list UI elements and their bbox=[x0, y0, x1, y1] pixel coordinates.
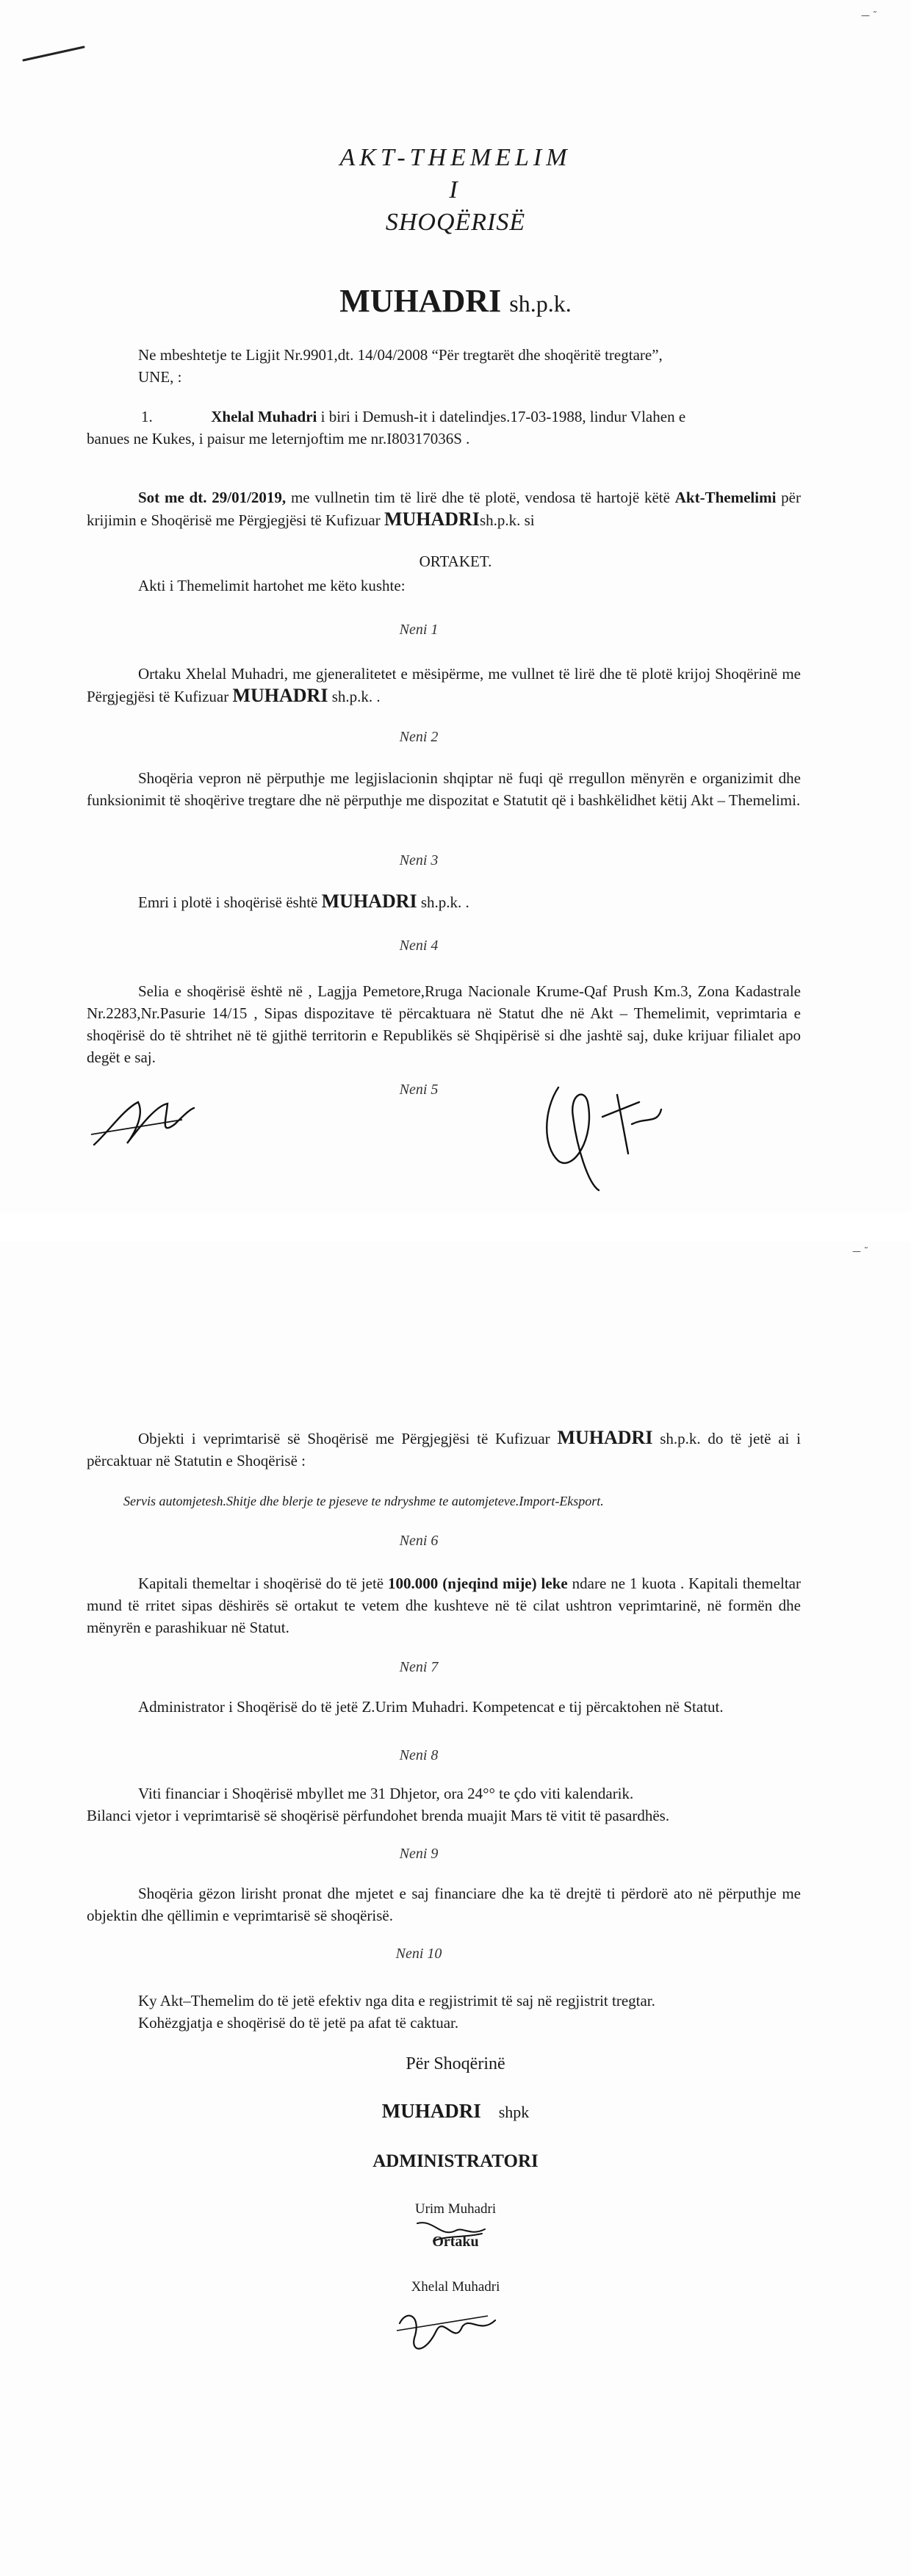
neni-1-company: MUHADRI bbox=[232, 685, 328, 706]
per-shoqerine: Për Shoqërinë bbox=[406, 2054, 505, 2073]
neni-6-label: Neni 6 bbox=[399, 1533, 439, 1549]
founder-name: Xhelal Muhadri bbox=[211, 408, 317, 425]
founder-signature-left bbox=[87, 1087, 197, 1154]
administratori-heading: ADMINISTRATORI bbox=[372, 2151, 539, 2171]
neni-7-label: Neni 7 bbox=[399, 1659, 439, 1675]
closing-company-suffix: shpk bbox=[498, 2103, 530, 2121]
neni-10-text-b: Kohëzgjatja e shoqërisë do të jetë pa afat të caktuar. bbox=[138, 2014, 459, 2032]
neni-5-object: Servis automjetesh.Shitje dhe blerje te pjeseve te ndryshme te automjeteve.Import-Eksport. bbox=[123, 1494, 604, 1508]
neni-5-text-b: sh.p.k. do të jetë ai i përcaktuar në Statutin e Shoqërisë : bbox=[87, 1430, 801, 1469]
neni-3-text-b: sh.p.k. . bbox=[417, 893, 469, 911]
neni-3-text bbox=[87, 891, 801, 913]
neni-5-text-a: Objekti i veprimtarisë së Shoqërisë me Përgjegjësi të Kufizuar bbox=[138, 1430, 558, 1447]
neni-4-text: Selia e shoqërisë është në , Lagjja Pemetore,Rruga Nacionale Krume-Qaf Prush Km.3, Zona Kadastrale Nr.2283,Nr.Pasurie 14/15 , Sipas dispozitave të përcaktuara në Statut dhe në Akt – Themelimit, veprimtaria e shoqërisë do të shtrihet në të gjithë territorin e Republikës së Shqipërisë si dhe jashtë saj, duke krijuar filialet apo degët e saj. bbox=[87, 982, 801, 1066]
ortaku-signature bbox=[392, 2301, 503, 2360]
neni-1-text-b: sh.p.k. . bbox=[328, 688, 381, 705]
declaration-text-2: për krijimin e Shoqërisë me Përgjegjësi të Kufizuar bbox=[87, 489, 802, 529]
neni-6-text-a: Kapitali themeltar i shoqërisë do të jetë bbox=[138, 1575, 389, 1592]
closing-company-name: MUHADRI bbox=[381, 2100, 481, 2122]
founder-number: 1. bbox=[141, 408, 153, 425]
neni-8-text-a: Viti financiar i Shoqërisë mbyllet me 31 Dhjetor, ora 24°° te çdo viti kalendarik. bbox=[138, 1785, 634, 1802]
ortaket-heading: ORTAKET. bbox=[419, 553, 492, 570]
neni-6-text bbox=[87, 1572, 801, 1638]
akt-intro: Akti i Themelimit hartohet me këto kushte: bbox=[138, 577, 406, 594]
neni-5-company: MUHADRI bbox=[557, 1427, 653, 1448]
ortaku-label: Ortaku bbox=[432, 2234, 479, 2250]
founder-details-2: banues ne Kukes, i paisur me leternjoftim me nr.I80317036S . bbox=[87, 430, 470, 447]
admin-name: Urim Muhadri bbox=[414, 2201, 497, 2217]
company-heading bbox=[0, 282, 911, 320]
ortaku-name: Xhelal Muhadri bbox=[411, 2279, 500, 2295]
neni-4-label: Neni 4 bbox=[399, 938, 439, 954]
neni-8-text bbox=[87, 1782, 801, 1827]
neni-5-label: Neni 5 bbox=[399, 1082, 439, 1098]
doc-title-line1: AKT-THEMELIM bbox=[339, 144, 572, 171]
neni-8-text-b: Bilanci vjetor i veprimtarisë së shoqërisë përfundohet brenda muajit Mars të vitit të pasardhës. bbox=[87, 1807, 670, 1824]
declaration-text-1: me vullnetin tim të lirë dhe të plotë, vendosa të hartojë këtë bbox=[286, 489, 675, 506]
document-page-2 bbox=[0, 1242, 911, 2576]
closing-company bbox=[0, 2100, 911, 2123]
neni-10-label: Neni 10 bbox=[395, 1946, 442, 1962]
doc-title-line3: SHOQËRISË bbox=[385, 209, 526, 236]
neni-2-label: Neni 2 bbox=[399, 729, 439, 745]
neni-5-text bbox=[87, 1427, 801, 1472]
neni-1-text bbox=[87, 663, 801, 708]
une-label: UNE, : bbox=[138, 368, 182, 386]
declaration-paragraph bbox=[87, 486, 801, 531]
declaration-company: MUHADRI bbox=[384, 508, 480, 530]
declaration-date: Sot me dt. 29/01/2019, bbox=[138, 489, 287, 506]
neni-8-label: Neni 8 bbox=[399, 1747, 439, 1763]
neni-1-text-a: Ortaku Xhelal Muhadri, me gjeneralitetet e mësipërme, me vullnet të lirë dhe të plotë krijoj Shoqërinë me Përgjegjësi të Kufizuar bbox=[87, 665, 801, 705]
pen-stroke-mark bbox=[21, 43, 87, 65]
neni-1-label: Neni 1 bbox=[399, 622, 439, 638]
neni-10-text bbox=[138, 1990, 799, 2034]
document-page-1 bbox=[0, 0, 911, 1212]
founder-entry bbox=[87, 406, 801, 450]
declaration-text-3: sh.p.k. si bbox=[479, 511, 535, 529]
neni-3-text-a: Emri i plotë i shoqërisë është bbox=[138, 893, 322, 911]
scan-corner-mark: — ˜ bbox=[861, 10, 877, 21]
neni-9-text: Shoqëria gëzon lirisht pronat dhe mjetet e saj financiare dhe ka të drejtë ti përdorë ato në përputhje me objektin dhe qëllimin e veprimtarisë së shoqërisë. bbox=[87, 1885, 801, 1924]
page-gap bbox=[0, 1212, 911, 1242]
neni-3-company: MUHADRI bbox=[321, 891, 417, 912]
founder-signature-right bbox=[529, 1073, 669, 1198]
neni-6-text-b: ndare ne 1 kuota . Kapitali themeltar mund të rritet sipas dëshirës së ortakut te vetem dhe kushteve në të cilat ushtron veprimtarinë, në formën dhe mënyrën e parashikuar në Statut. bbox=[87, 1575, 801, 1636]
neni-6-amount: 100.000 (njeqind mije) leke bbox=[388, 1575, 568, 1592]
founder-details-1: i biri i Demush-it i datelindjes.17-03-1988, lindur Vlahen e bbox=[320, 408, 686, 425]
declaration-akt: Akt-Themelimi bbox=[674, 489, 777, 506]
company-suffix: sh.p.k. bbox=[509, 290, 572, 317]
scan-corner-mark-2: — ˜ bbox=[852, 1246, 868, 1256]
law-reference: Ne mbeshtetje te Ligjit Nr.9901,dt. 14/04/2008 “Për tregtarët dhe shoqëritë tregtare”, bbox=[138, 346, 663, 364]
neni-3-label: Neni 3 bbox=[399, 852, 439, 868]
doc-title-line2: I bbox=[449, 176, 462, 204]
company-name: MUHADRI bbox=[339, 283, 502, 319]
neni-2-text: Shoqëria vepron në përputhje me legjislacionin shqiptar në fuqi që rregullon mënyrën e organizimit dhe funksionimit të shoqërive tregtare dhe në përputhje me dispozitat e Statutit që i bashkëlidhet këtij Akt – Themelimi. bbox=[87, 769, 801, 809]
neni-9-label: Neni 9 bbox=[399, 1846, 439, 1862]
neni-7-text: Administrator i Shoqërisë do të jetë Z.Urim Muhadri. Kompetencat e tij përcaktohen në Statut. bbox=[138, 1698, 724, 1716]
neni-10-text-a: Ky Akt–Themelim do të jetë efektiv nga dita e regjistrimit të saj në regjistrit tregtar. bbox=[138, 1992, 655, 2010]
